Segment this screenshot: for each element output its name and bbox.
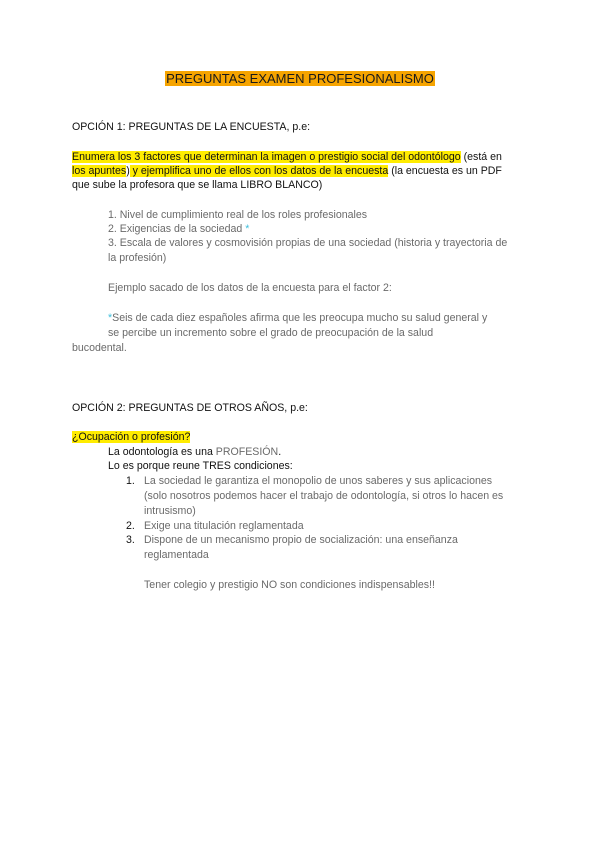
section2-note: Tener colegio y prestigio NO son condiciones indispensables!! <box>144 579 435 591</box>
profesion-word: PROFESIÓN <box>215 446 279 458</box>
factor-item-3: 3. Escala de valores y cosmovisión propias de una sociedad (historia y trayectoria de <box>108 237 508 249</box>
factor-item-2 <box>108 222 249 236</box>
section2-question <box>72 430 190 444</box>
plain-text: ) <box>126 165 130 177</box>
plain-text: (está en <box>460 151 502 163</box>
quote-line-2: se percibe un incremento sobre el grado de preocupación de la salud <box>108 327 434 339</box>
condition-3-line-2: reglamentada <box>144 549 209 561</box>
section2-answer-line2: Lo es porque reune TRES condiciones: <box>108 460 293 472</box>
section1-question-line3: que sube la profesora que se llama LIBRO BLANCO) <box>72 179 323 191</box>
quote-line-3: bucodental. <box>72 342 127 354</box>
highlight-text: ¿Ocupación o profesión? <box>72 431 191 443</box>
highlight-text: Enumera los 3 factores que determinan la imagen o prestigio social del odontólogo <box>72 151 461 163</box>
asterisk-marker: * <box>245 223 250 235</box>
condition-2-line-1: Exige una titulación reglamentada <box>144 520 304 532</box>
section1-question-line2 <box>72 164 502 178</box>
asterisk-marker: * <box>108 312 113 324</box>
answer-text: La odontología es una <box>108 446 216 458</box>
factor-item-3-cont: la profesión) <box>108 252 167 264</box>
answer-text: . <box>278 446 282 458</box>
section2-heading: OPCIÓN 2: PREGUNTAS DE OTROS AÑOS, p.e: <box>72 402 308 414</box>
document-title-text: PREGUNTAS EXAMEN PROFESIONALISMO <box>166 71 434 86</box>
section2-answer-line1 <box>108 445 281 459</box>
condition-number-3: 3. <box>126 534 135 546</box>
document-title <box>0 71 600 87</box>
section1-heading: OPCIÓN 1: PREGUNTAS DE LA ENCUESTA, p.e: <box>72 121 311 133</box>
condition-number-1: 1. <box>126 475 135 487</box>
quote-text: Seis de cada diez españoles afirma que les preocupa mucho su salud general y <box>112 312 488 324</box>
factor-text: 2. Exigencias de la sociedad <box>108 223 243 235</box>
highlight-text: y ejemplifica uno de ellos con los datos de la encuesta <box>129 165 389 177</box>
condition-1-line-2: (solo nosotros podemos hacer el trabajo de odontología, si otros lo hacen es <box>144 490 504 502</box>
condition-number-2: 2. <box>126 520 135 532</box>
section1-question-line1 <box>72 150 502 164</box>
condition-3-line-1: Dispone de un mecanismo propio de socialización: una enseñanza <box>144 534 458 546</box>
quote-line-1 <box>108 311 487 325</box>
condition-1-line-3: intrusismo) <box>144 505 196 517</box>
example-label: Ejemplo sacado de los datos de la encuesta para el factor 2: <box>108 282 392 294</box>
plain-text: (la encuesta es un PDF <box>388 165 502 177</box>
highlight-text: los apuntes <box>72 165 127 177</box>
condition-1-line-1: La sociedad le garantiza el monopolio de unos saberes y sus aplicaciones <box>144 475 493 487</box>
factor-item-1: 1. Nivel de cumplimiento real de los roles profesionales <box>108 209 368 221</box>
